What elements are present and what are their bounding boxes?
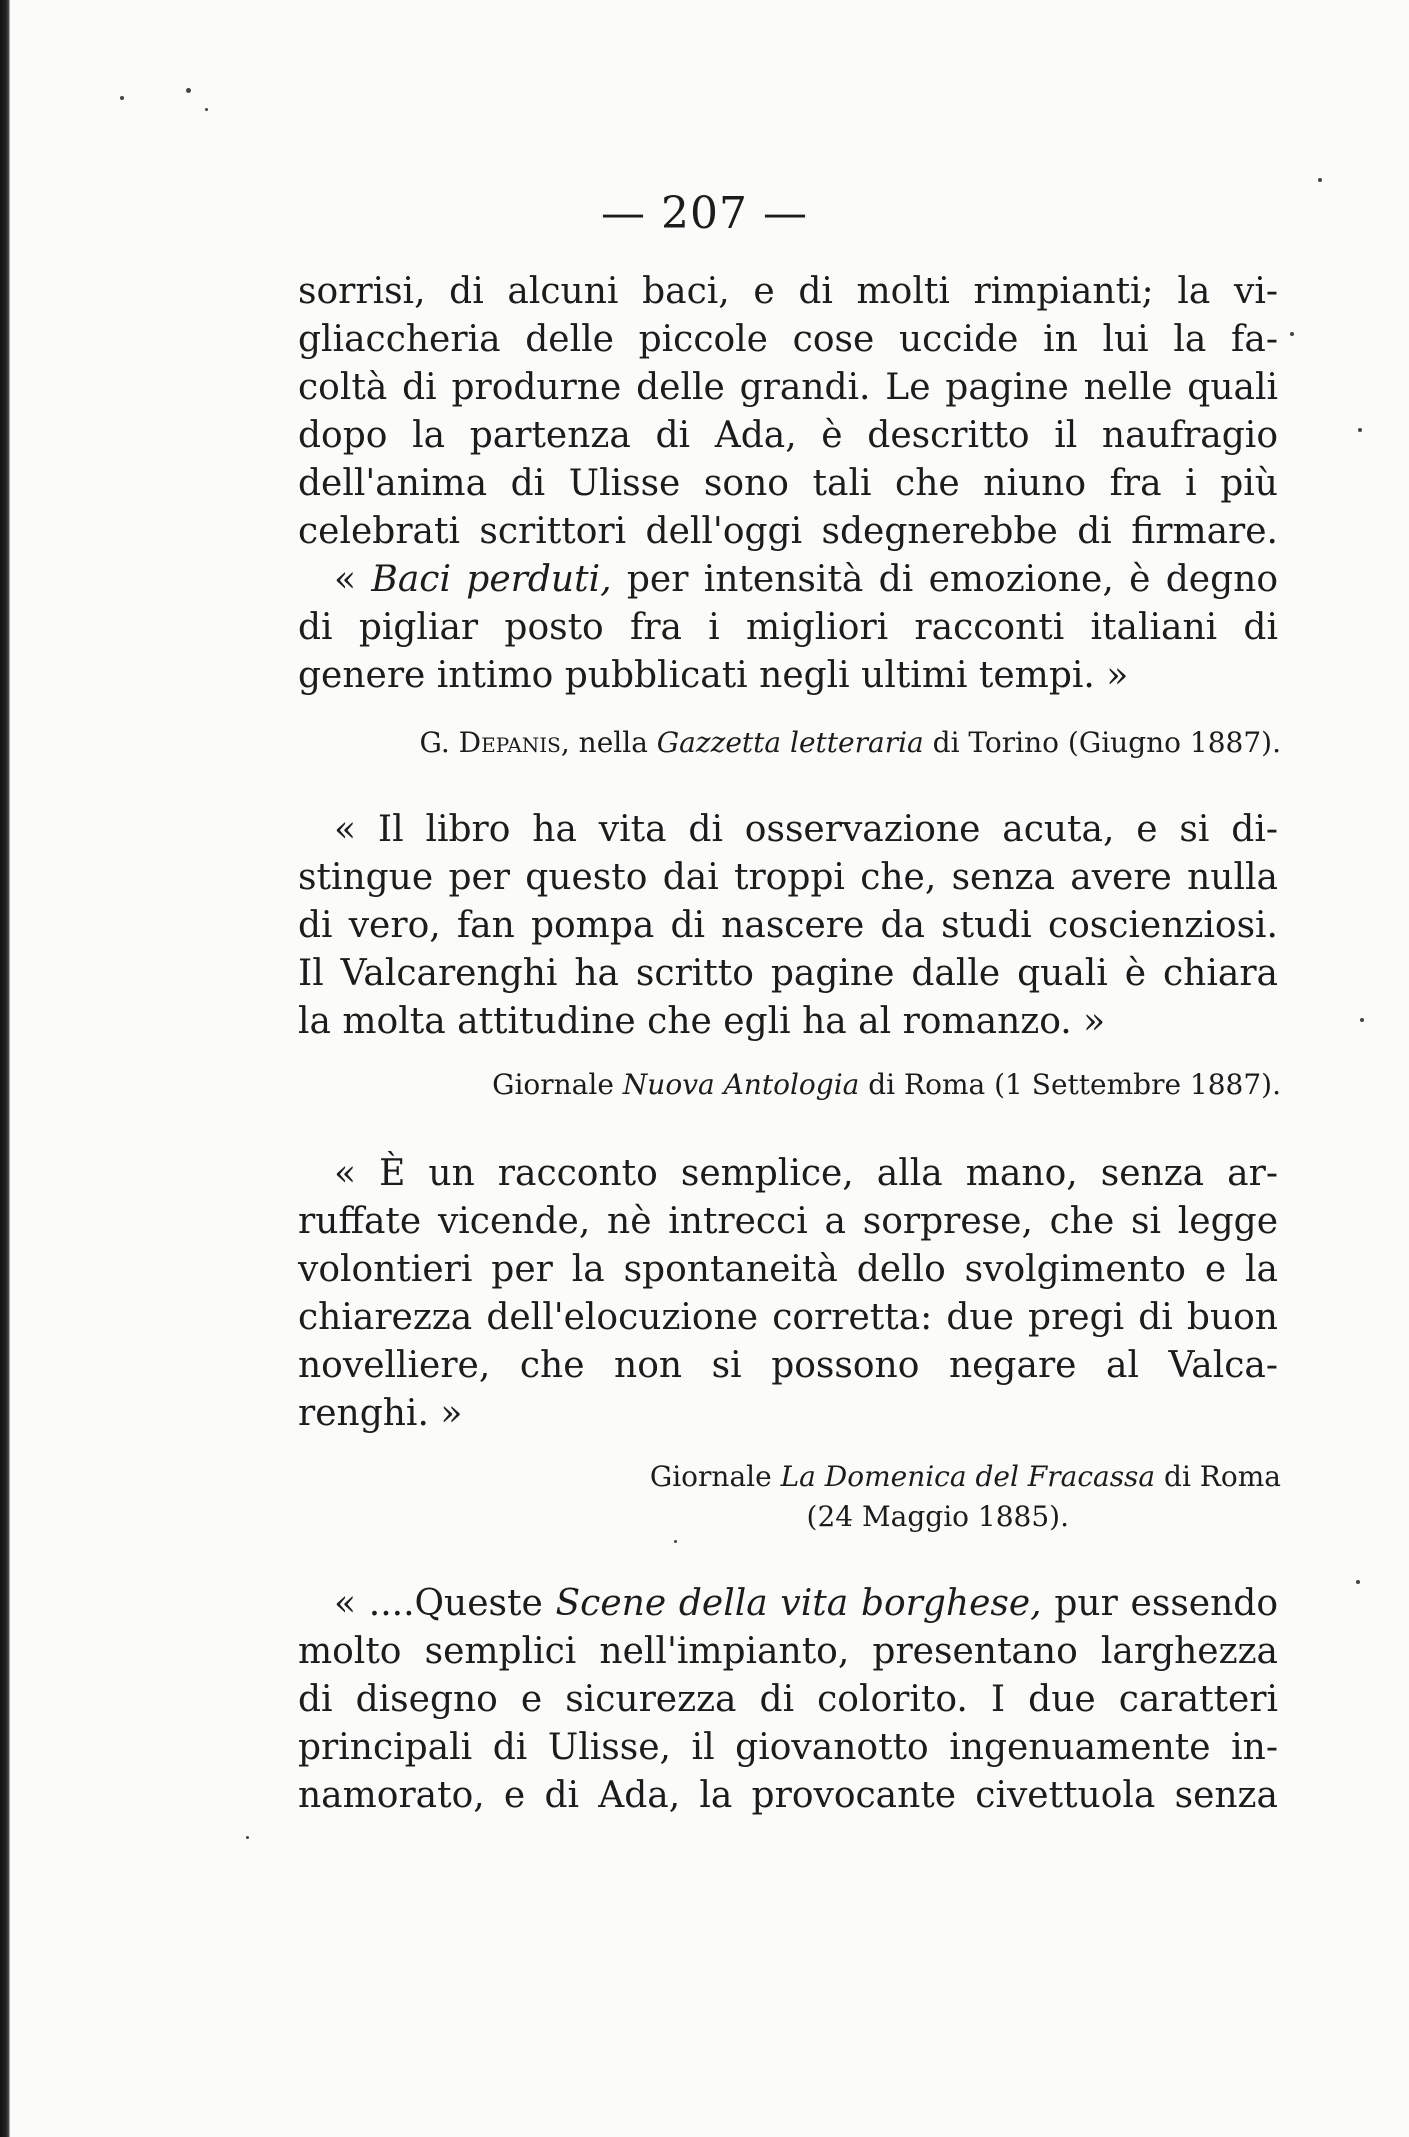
source-text: di Roma (1 Settembre 1887). (859, 1068, 1281, 1101)
source-text: Giornale (649, 1460, 781, 1493)
text-line: sorrisi, di alcuni baci, e di molti rimpianti; la vi- (298, 271, 1278, 312)
text-line-rest: per intensità di emozione, è degno (611, 559, 1279, 600)
text-line: di pigliar posto fra i migliori racconti italiani di (298, 607, 1278, 648)
text-line: ruffate vicende, nè intrecci a sorprese, che si legge (298, 1201, 1278, 1242)
print-speck (1358, 428, 1362, 432)
text-line: renghi. » (298, 1393, 463, 1434)
paragraph-4 (298, 1580, 1278, 1820)
source-citation-3-date: (24 Maggio 1885). (806, 1500, 1069, 1533)
print-speck (1360, 1018, 1364, 1022)
text-line-rest: pur essendo (1041, 1583, 1279, 1624)
source-journal: Gazzetta letteraria (656, 726, 924, 759)
text-line: stingue per questo dai troppi che, senza avere nulla (298, 857, 1278, 898)
source-journal: Nuova Antologia (622, 1068, 860, 1101)
text-line: molto semplici nell'impianto, presentano larghezza (298, 1631, 1278, 1672)
page-spine-shadow (0, 0, 10, 2137)
quote-open: « ....Queste (334, 1583, 556, 1624)
text-line: Il Valcarenghi ha scritto pagine dalle quali è chiara (298, 953, 1278, 994)
text-line: principali di Ulisse, il giovanotto ingenuamente in- (298, 1727, 1278, 1768)
text-line: « È un racconto semplice, alla mano, senza ar- (334, 1153, 1278, 1194)
text-line: la molta attitudine che egli ha al romanzo. » (298, 1001, 1106, 1042)
text-line: di disegno e sicurezza di colorito. I due caratteri (298, 1679, 1278, 1720)
print-speck (205, 108, 208, 111)
print-speck (246, 1836, 249, 1839)
text-line: volontieri per la spontaneità dello svolgimento e la (298, 1249, 1278, 1290)
text-line: chiarezza dell'elocuzione corretta: due pregi di buon (298, 1297, 1278, 1338)
text-line (298, 1580, 1278, 1628)
text-line: novelliere, che non si possono negare al Valca- (298, 1345, 1278, 1386)
print-speck (1356, 1580, 1360, 1584)
print-speck (120, 96, 124, 100)
print-speck (186, 88, 191, 93)
quote-open: « (334, 559, 372, 600)
text-line: dell'anima di Ulisse sono tali che niuno fra i più (298, 463, 1278, 504)
paragraph-1 (298, 268, 1278, 700)
text-line: « Il libro ha vita di osservazione acuta, e si di- (334, 809, 1278, 850)
text-line: celebrati scrittori dell'oggi sdegnerebbe di firmare. (298, 511, 1278, 552)
print-speck (674, 1540, 677, 1543)
text-line: dopo la partenza di Ada, è descritto il naufragio (298, 415, 1278, 456)
print-speck (1318, 178, 1322, 182)
paragraph-2 (298, 806, 1278, 1046)
text-line: genere intimo pubblicati negli ultimi tempi. » (298, 655, 1129, 696)
source-text: Giornale (492, 1068, 623, 1101)
source-text: di Torino (Giugno 1887). (923, 726, 1281, 759)
print-speck (1290, 332, 1294, 336)
book-title: Baci perduti, (371, 559, 612, 600)
paragraph-3 (298, 1150, 1278, 1438)
source-text: di Roma (1155, 1460, 1281, 1493)
source-citation-1 (419, 726, 1281, 759)
text-line: namorato, e di Ada, la provocante civettuola senza (298, 1775, 1278, 1816)
text-line: gliaccheria delle piccole cose uccide in lui la fa- (298, 319, 1278, 360)
source-journal: La Domenica del Fracassa (780, 1460, 1156, 1493)
text-line: coltà di produrne delle grandi. Le pagine nelle quali (298, 367, 1278, 408)
source-author: G. Depanis (419, 726, 561, 759)
page-number: — 207 — (601, 188, 808, 239)
text-line (298, 556, 1278, 604)
source-text: , nella (560, 726, 657, 759)
source-citation-2 (492, 1068, 1281, 1101)
source-citation-3 (650, 1460, 1281, 1493)
book-title: Scene della vita borghese, (555, 1583, 1042, 1624)
text-line: di vero, fan pompa di nascere da studi coscienziosi. (298, 905, 1278, 946)
